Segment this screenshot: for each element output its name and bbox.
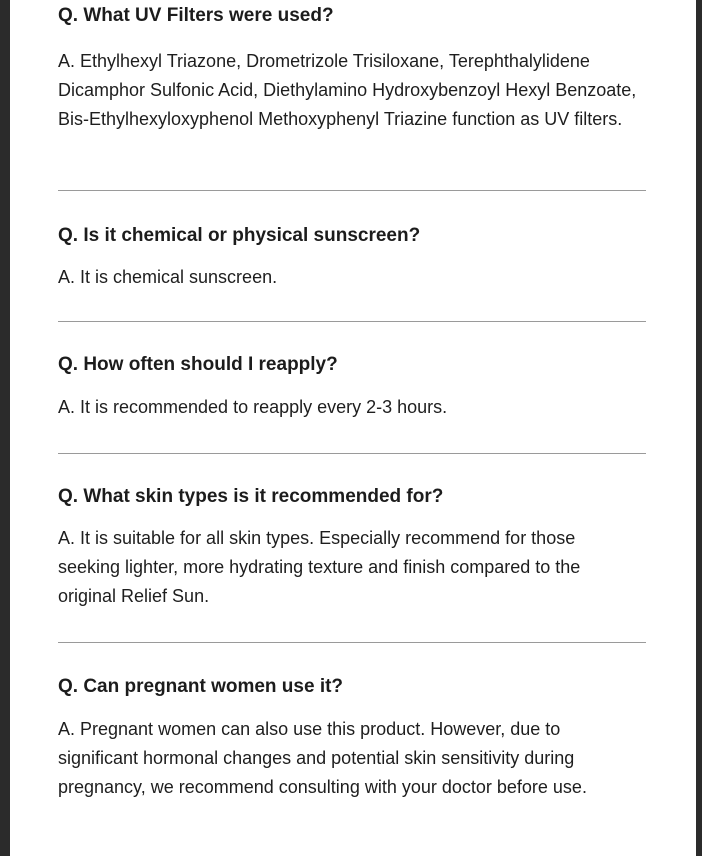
faq-answer: A. Ethylhexyl Triazone, Drometrizole Trisiloxane, Terephthalylidene Dicamphor Sulfonic Acid, Diethylamino Hydroxybenzoyl Hexyl Benzoate, Bis-Ethylhexyloxyphenol Methoxyphenyl Triazine function as UV filters.	[58, 51, 637, 129]
faq-page	[10, 0, 696, 856]
faq-divider	[58, 453, 646, 454]
faq-item-sunscreen-type	[58, 224, 648, 292]
faq-question: Q. How often should I reapply?	[58, 354, 338, 375]
faq-question: Q. Is it chemical or physical sunscreen?	[58, 225, 421, 246]
faq-answer: A. It is chemical sunscreen.	[58, 267, 278, 287]
faq-divider	[58, 190, 646, 191]
faq-item-pregnancy	[58, 675, 648, 802]
faq-divider	[58, 642, 646, 643]
faq-answer: A. It is recommended to reapply every 2-3 hours.	[58, 397, 448, 417]
faq-divider	[58, 321, 646, 322]
faq-answer: A. Pregnant women can also use this product. However, due to significant hormonal changes and potential skin sensitivity during pregnancy, we recommend consulting with your doctor before use.	[58, 719, 587, 797]
faq-question: Q. What UV Filters were used?	[58, 5, 334, 26]
faq-item-skin-types	[58, 485, 648, 611]
faq-answer: A. It is suitable for all skin types. Especially recommend for those seeking lighter, more hydrating texture and finish compared to the original Relief Sun.	[58, 528, 581, 606]
faq-question: Q. Can pregnant women use it?	[58, 676, 344, 697]
faq-question: Q. What skin types is it recommended for?	[58, 486, 444, 507]
faq-item-reapply	[58, 353, 648, 422]
faq-item-uv-filters	[58, 4, 648, 134]
